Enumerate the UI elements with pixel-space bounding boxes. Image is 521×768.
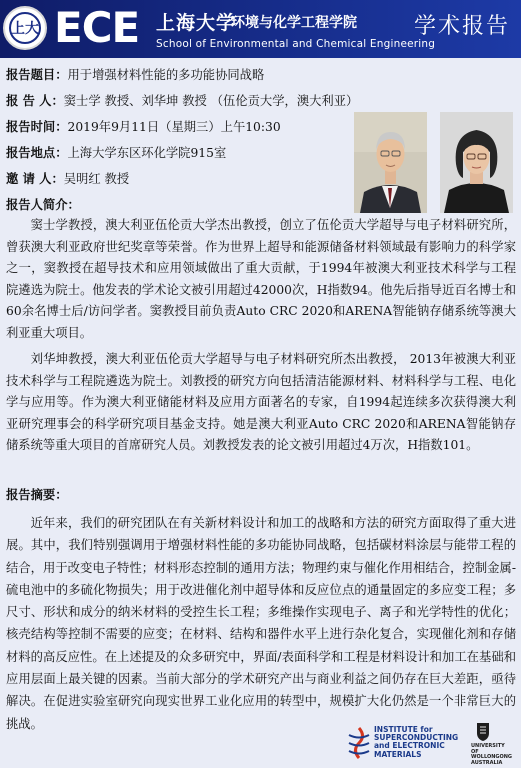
seal-text: 上大 [9, 12, 41, 44]
isem-logo-text [374, 726, 458, 759]
bio-heading [6, 196, 80, 214]
time-row [6, 118, 281, 136]
uow-line-1: UNIVERSITY [471, 743, 505, 749]
speaker-photo-liu [440, 112, 513, 213]
uow-crest-icon [476, 722, 490, 742]
isem-line-3: and ELECTRONIC [374, 741, 445, 751]
uow-logo-text [471, 744, 518, 766]
uow-line-3: AUSTRALIA [471, 759, 503, 766]
speaker-value: 窦士学 教授、刘华坤 教授 （伍伦贡大学，澳大利亚） [63, 94, 359, 108]
topic-row [6, 66, 264, 84]
host-row [6, 170, 129, 188]
uow-line-2: OF WOLLONGONG [471, 748, 513, 761]
bio-label: 报告人简介： [6, 197, 80, 212]
portrait-female-image [440, 112, 513, 213]
host-label: 邀 请 人： [6, 171, 64, 186]
ece-logo: ECE [54, 3, 140, 52]
isem-line-4: MATERIALS [374, 749, 422, 759]
place-row [6, 144, 226, 162]
abstract-paragraph: 近年来，我们的研究团队在有关新材料设计和加工的战略和方法的研究方面取得了重大进展。其中，我们特别强调用于增强材料性能的多功能协同战略，包括碳材料涂层与能带工程的结合，用于改变电子特性；材料形态控制的通用方法；物理约束与催化作用相结合，控制金属-硫电池中的多硫化物损失；用于改进催化剂中超导体和反应位点的通量固定的多应变工程；多尺寸、形状和成分的纳米材料的受控生长工程；多维操作实现电子、离子和光学特性的优化；核壳结构等控制不需要的应变；在材料、结构和器件水平上进行杂化复合，实现催化剂和存储材料的高反应性。在上述提及的众多研究中，界面/表面科学和工程是材料设计和加工在基础和应用层面上最关键的因素。当前大部分的学术研究产出与商业利益之间仍存在巨大差距，亟待解决。在促进实验室研究向现实世界工业化应用的转型中，规模扩大化仍然是一个非常巨大的挑战。 [6, 516, 516, 731]
time-value: 2019年9月11日（星期三）上午10:30 [67, 120, 281, 134]
place-label: 报告地点： [6, 145, 68, 160]
school-name: 环境与化学工程学院 [231, 15, 357, 31]
topic-value: 用于增强材料性能的多功能协同战略 [67, 68, 265, 82]
bio-paragraph-liu: 刘华坤教授，澳大利亚伍伦贡大学超导与电子材料研究所杰出教授， 2013年被澳大利亚技术科学与工程院遴选为院士。刘教授的研究方向包括清洁能源材料、材料科学与工程、电化学与应用等。作为澳大利亚储能材料及应用方面著名的专家，自1994起连续多次获得澳大利亚研究理事会的科学研究项目基金支持。她是澳大利亚Auto CRC 2020和ARENA智能钠存储系统等重大项目的首席研究人员。刘教授发表的论文被引用超过4万次，H指数101。 [6, 352, 516, 452]
isem-line-1: INSTITUTE for [374, 725, 433, 734]
header-banner [0, 0, 521, 58]
school-name-en: School of Environmental and Chemical Engineering [156, 38, 436, 50]
banner-title: 学术报告 [414, 14, 511, 39]
portrait-male-image [354, 112, 427, 213]
footer-logos [346, 722, 518, 764]
topic-label: 报告题目： [6, 67, 68, 82]
university-name: 上海大学 [156, 12, 237, 34]
place-value: 上海大学东区环化学院915室 [67, 146, 227, 160]
abstract-heading: 报告摘要： [6, 487, 68, 502]
university-seal-logo [3, 6, 47, 50]
isem-logo-icon [346, 726, 372, 760]
bio-paragraph-dou: 窦士学教授，澳大利亚伍伦贡大学杰出教授，创立了伍伦贡大学超导与电子材料研究所，曾获澳大利亚政府世纪奖章等荣誉。作为世界上超导和能源储备材料领域最有影响力的科学家之一，窦教授在超导技术和应用领域做出了重大贡献，于1994年被澳大利亚技术科学与工程院遴选为院士。他发表的学术论文被引用超过42000次，H指数94。他先后指导近百名博士和60余名博士后/访问学者。窦教授目前负责Auto CRC 2020和ARENA智能钠存储系统等澳大利亚重大项目。 [6, 218, 516, 340]
speaker-label: 报 告 人： [6, 93, 64, 108]
speaker-row [6, 92, 358, 110]
speaker-photo-dou [354, 112, 427, 213]
host-value: 吴明红 教授 [63, 172, 130, 186]
time-label: 报告时间： [6, 119, 68, 134]
isem-line-2: SUPERCONDUCTING [374, 733, 459, 743]
